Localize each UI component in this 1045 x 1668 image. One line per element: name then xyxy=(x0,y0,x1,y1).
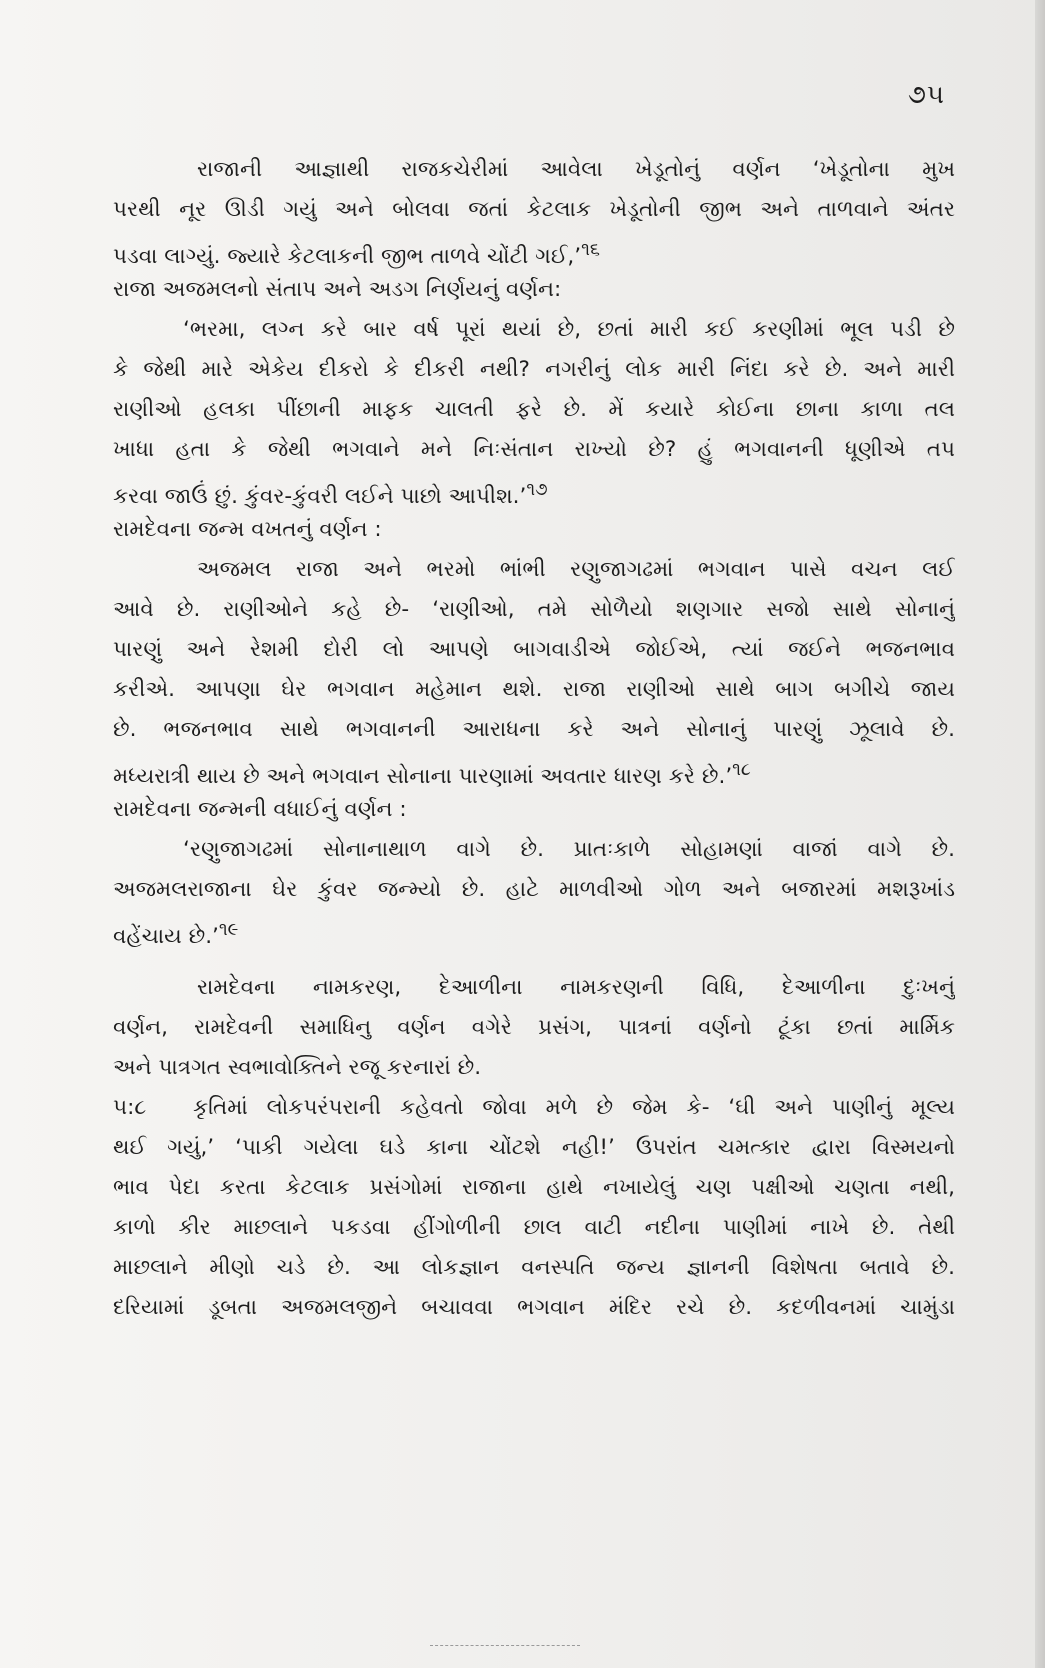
text-line: રાણીઓ હલકા પીંછાની માફક ચાલતી ફરે છે. મેં કયારે કોઈના છાના કાળા તલ xyxy=(113,397,955,422)
page-number: ૭૫ xyxy=(907,80,945,110)
text-line: રાજાની આજ્ઞાથી રાજકચેરીમાં આવેલા ખેડૂતોનું વર્ણન ‘ખેડૂતોના મુખ xyxy=(197,157,955,182)
text-line: રામદેવના નામકરણ, દેઆળીના નામકરણની વિધિ, દેઆળીના દુઃખનું xyxy=(197,975,955,1000)
text-line: મધ્યરાત્રી થાય છે અને ભગવાન સોનાના પારણામાં અવતાર ધારણ કરે છે.’$^{૧૮}$ xyxy=(113,759,751,790)
section-heading: રાજા અજમલનો સંતાપ અને અડગ નિર્ણયનું વર્ણન: xyxy=(113,277,562,302)
text-line: કરીએ. આપણા ઘેર ભગવાન મહેમાન થશે. રાજા રાણીઓ સાથે બાગ બગીચે જાય xyxy=(113,677,955,702)
text-line: ‘ભરમા, લગ્ન કરે બાર વર્ષ પૂરાં થયાં છે, છતાં મારી કઈ કરણીમાં ભૂલ પડી છે xyxy=(183,317,955,342)
text-line: દરિયામાં ડૂબતા અજમલજીને બચાવવા ભગવાન મંદિર રચે છે. કદળીવનમાં ચામુંડા xyxy=(113,1295,955,1320)
footnote-ref: ૧૬ xyxy=(581,239,600,260)
text-line: છે. ભજનભાવ સાથે ભગવાનની આરાધના કરે અને સોનાનું પારણું ઝૂલાવે છે. xyxy=(113,717,955,742)
footnote-ref: ૧૮ xyxy=(732,759,751,780)
footnote-ref: ૧૯ xyxy=(218,919,239,940)
page-edge xyxy=(1035,0,1045,1668)
text-line: પડવા લાગ્યું. જ્યારે કેટલાકની જીભ તાળવે ચોંટી ગઈ,’$^{૧૬}$ xyxy=(113,239,600,270)
text-line: પરથી નૂર ઊડી ગયું અને બોલવા જતાં કેટલાક ખેડૂતોની જીભ અને તાળવાને અંતર xyxy=(113,197,955,222)
text-line: અજમલ રાજા અને ભરમો ભાંભી રણુજાગઢમાં ભગવાન પાસે વચન લઈ xyxy=(197,557,955,582)
bottom-rule xyxy=(430,1645,580,1646)
text-line: ખાધા હતા કે જેથી ભગવાને મને નિઃસંતાન રાખ્યો છે? હું ભગવાનની ધૂણીએ તપ xyxy=(113,437,955,462)
section-heading: રામદેવના જન્મ વખતનું વર્ણન : xyxy=(113,517,382,542)
section-heading: રામદેવના જન્મની વધાઈનું વર્ણન : xyxy=(113,797,407,822)
text-line: વહેંચાય છે.’$^{૧૯}$ xyxy=(113,919,239,950)
footnote-ref: ૧૭ xyxy=(526,479,548,500)
text-line: વર્ણન, રામદેવની સમાધિનુ વર્ણન વગેરે પ્રસંગ, પાત્રનાં વર્ણનો ટૂંકા છતાં માર્મિક xyxy=(113,1015,955,1040)
text-line: આવે છે. રાણીઓને કહે છે- ‘રાણીઓ, તમે સોળૈયો શણગાર સજો સાથે સોનાનું xyxy=(113,597,955,622)
text-line: માછલાને મીણો ચડે છે. આ લોકજ્ઞાન વનસ્પતિ જન્ય જ્ઞાનની વિશેષતા બતાવે છે. xyxy=(113,1255,955,1280)
section-number: ૫:૮ xyxy=(113,1095,147,1120)
page-body xyxy=(113,150,955,1328)
text-line: કરવા જાઉં છું. કુંવર-કુંવરી લઈને પાછો આપીશ.’$^{૧૭}$ xyxy=(113,479,548,510)
text-line: થઈ ગયું,’ ‘પાકી ગયેલા ઘડે કાના ચોંટશે નહી!’ ઉપરાંત ચમત્કાર દ્વારા વિસ્મયનો xyxy=(113,1135,955,1160)
text-line: કાળો કીર માછલાને પકડવા હીંગોળીની છાલ વાટી નદીના પાણીમાં નાખે છે. તેથી xyxy=(113,1215,955,1240)
text-line: અને પાત્રગત સ્વભાવોક્તિને રજૂ કરનારાં છે. xyxy=(113,1055,482,1080)
text-line: પારણું અને રેશમી દોરી લો આપણે બાગવાડીએ જોઈએ, ત્યાં જઈને ભજનભાવ xyxy=(113,637,955,662)
text-line: ભાવ પેદા કરતા કેટલાક પ્રસંગોમાં રાજાના હાથે નખાયેલું ચણ પક્ષીઓ ચણતા નથી, xyxy=(113,1175,955,1200)
text-line: અજમલરાજાના ઘેર કુંવર જન્મ્યો છે. હાટે માળવીઓ ગોળ અને બજારમાં મશરૂખાંડ xyxy=(113,877,955,902)
paragraph-gap xyxy=(113,950,955,968)
text-line: ‘રણુજાગઢમાં સોનાનાથાળ વાગે છે. પ્રાતઃકાળે સોહામણાં વાજાં વાગે છે. xyxy=(183,837,955,862)
text-line: ૫:૮ કૃતિમાં લોકપરંપરાની કહેવતો જોવા મળે છે જેમ કે- ‘ઘી અને પાણીનું મૂલ્ય xyxy=(113,1088,955,1128)
text-line: કે જેથી મારે એકેય દીકરો કે દીકરી નથી? નગરીનું લોક મારી નિંદા કરે છે. અને મારી xyxy=(113,357,955,382)
